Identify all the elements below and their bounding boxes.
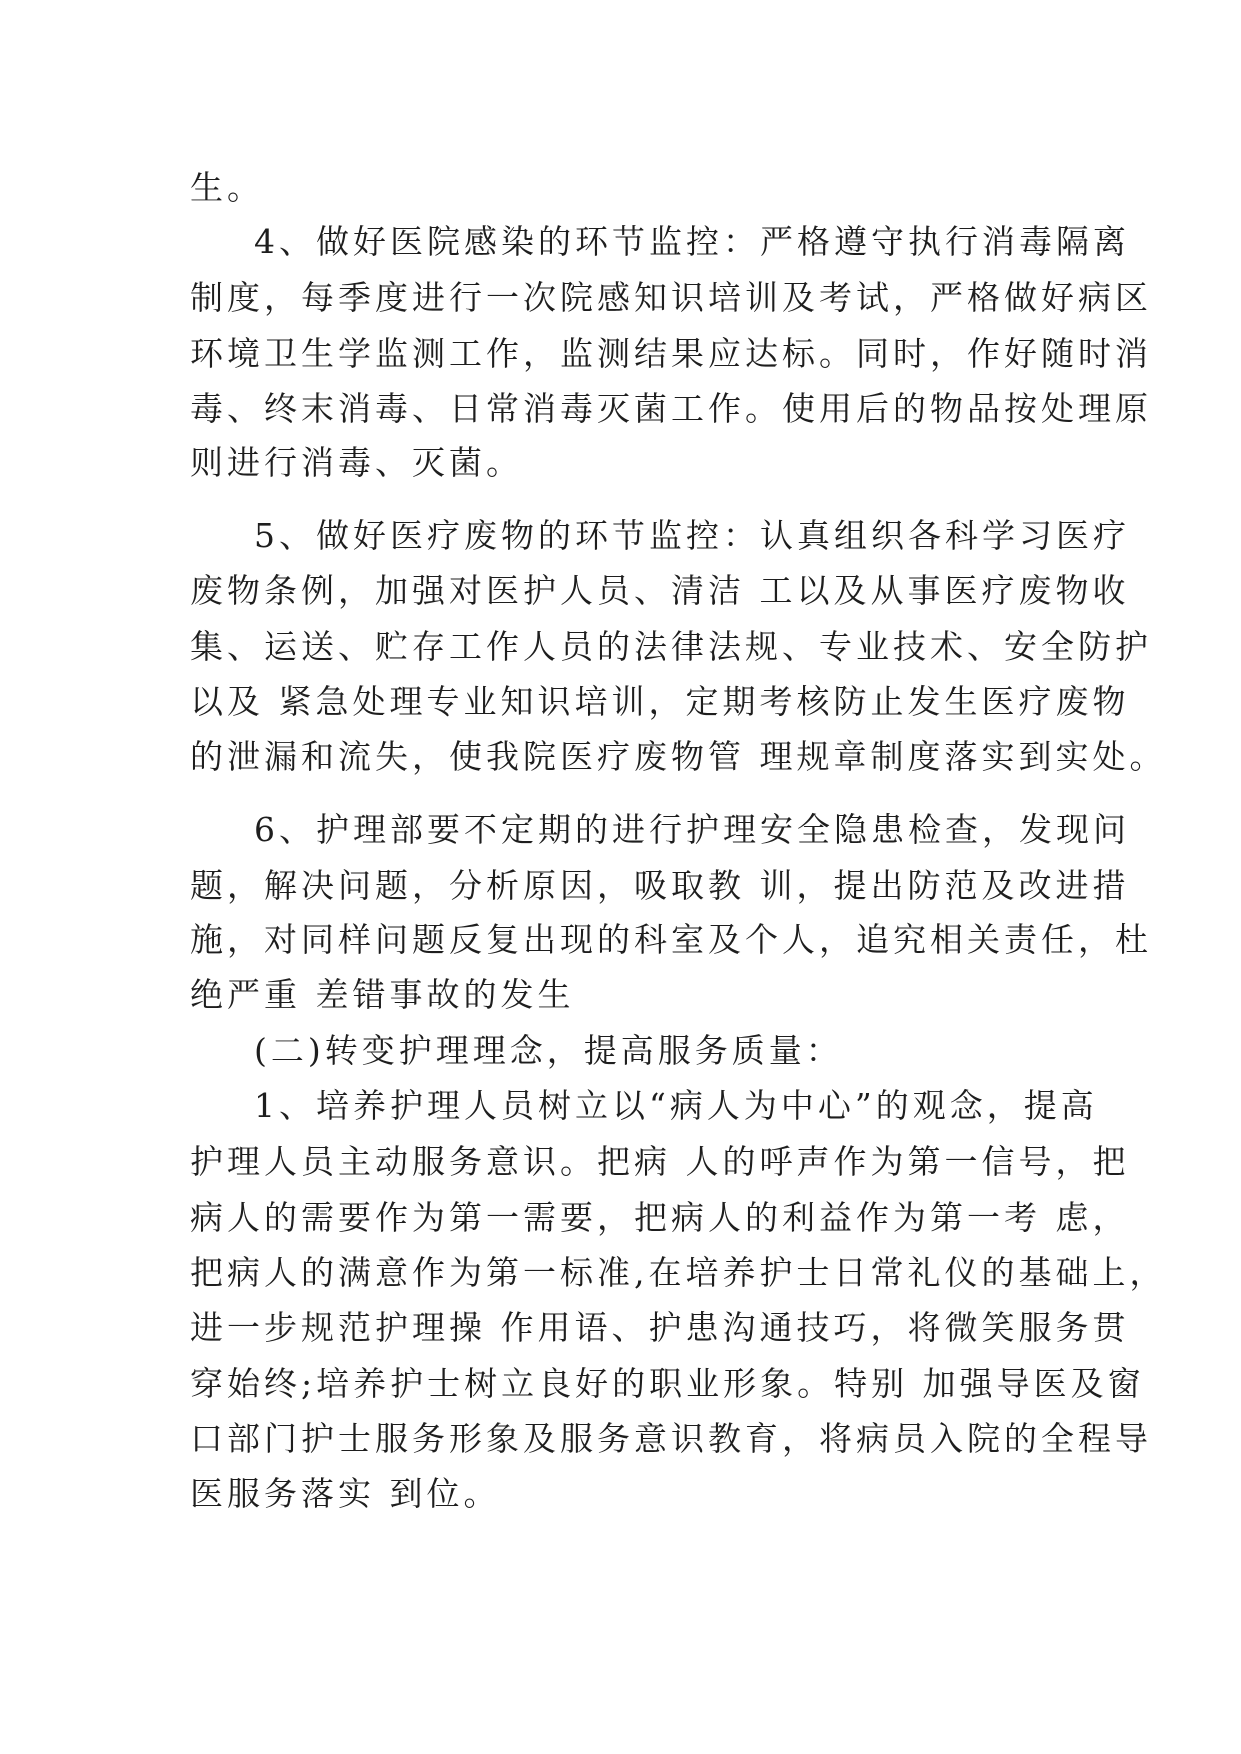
paragraph-first-line: 5、做好医疗废物的环节监控：认真组织各科学习医疗 (254, 516, 1130, 555)
text-line: 废物条例，加强对医护人员、清洁 工以及从事医疗废物收 (190, 571, 1130, 610)
text-line: 生。 (190, 168, 264, 207)
text-line: 进一步规范护理操 作用语、护患沟通技巧，将微笑服务贯 (190, 1308, 1130, 1347)
text-line: 穿始终;培养护士树立良好的职业形象。特别 加强导医及窗 (190, 1364, 1145, 1403)
text-line: 集、运送、贮存工作人员的法律法规、专业技术、安全防护 (190, 627, 1152, 666)
section-heading: (二)转变护理理念，提高服务质量： (254, 1031, 843, 1070)
text-line: 题，解决问题，分析原因，吸取教 训，提出防范及改进措 (190, 866, 1130, 905)
text-line: 则进行消毒、灭菌。 (190, 443, 523, 482)
text-line: 把病人的满意作为第一标准,在培养护士日常礼仪的基础上， (190, 1253, 1167, 1292)
text-line: 口部门护士服务形象及服务意识教育，将病员入院的全程导 (190, 1419, 1152, 1458)
text-line: 制度，每季度进行一次院感知识培训及考试，严格做好病区 (190, 278, 1152, 317)
text-line: 病人的需要作为第一需要，把病人的利益作为第一考 虑， (190, 1198, 1130, 1237)
paragraph-first-line: 4、做好医院感染的环节监控：严格遵守执行消毒隔离 (254, 222, 1130, 261)
paragraph-first-line: 6、护理部要不定期的进行护理安全隐患检查，发现问 (254, 810, 1130, 849)
text-line: 环境卫生学监测工作，监测结果应达标。同时，作好随时消 (190, 334, 1152, 373)
text-line: 毒、终末消毒、日常消毒灭菌工作。使用后的物品按处理原 (190, 389, 1152, 428)
text-line: 绝严重 差错事故的发生 (190, 975, 575, 1014)
text-line: 以及 紧急处理专业知识培训，定期考核防止发生医疗废物 (190, 682, 1130, 721)
text-line: 护理人员主动服务意识。把病 人的呼声作为第一信号，把 (190, 1142, 1130, 1181)
text-line: 施，对同样问题反复出现的科室及个人，追究相关责任，杜 (190, 920, 1152, 959)
text-line: 医服务落实 到位。 (190, 1474, 501, 1513)
text-line: 的泄漏和流失，使我院医疗废物管 理规章制度落实到实处。 (190, 737, 1167, 776)
paragraph-first-line: 1、培养护理人员树立以“病人为中心”的观念，提高 (254, 1086, 1098, 1125)
